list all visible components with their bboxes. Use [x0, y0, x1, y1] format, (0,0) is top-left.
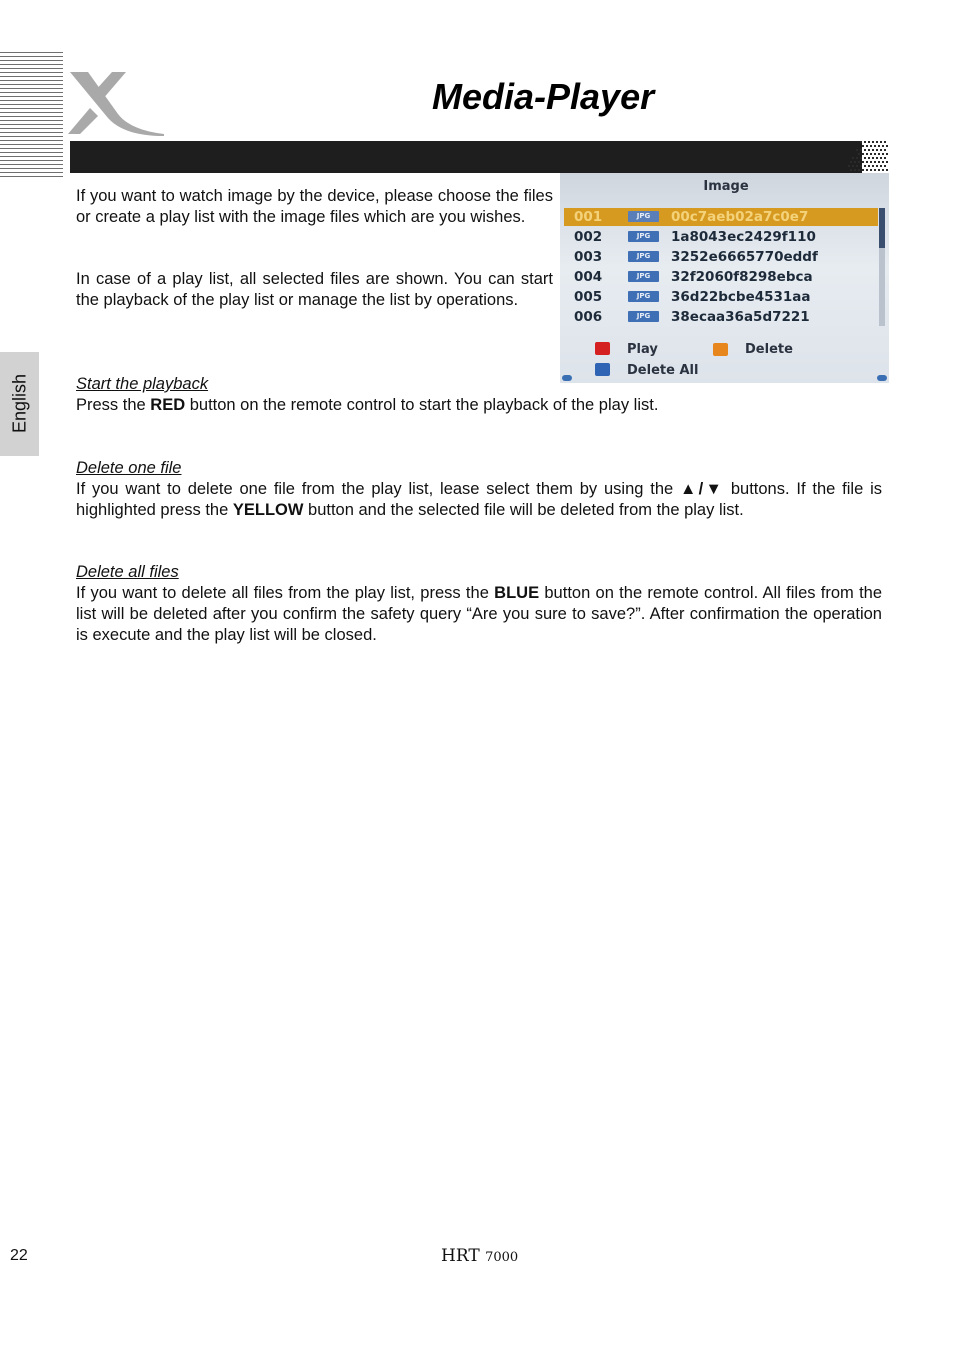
jpg-file-icon: JPG — [628, 291, 659, 302]
screenshot-scroll-thumb — [879, 208, 885, 248]
body-text: If you want to delete all files from the play list, press the — [76, 584, 495, 602]
yellow-button-term: YELLOW — [232, 501, 304, 519]
page-number: 22 — [10, 1247, 28, 1264]
decorative-stripes — [0, 52, 63, 180]
playlist-row — [564, 228, 878, 246]
row-filename: 00c7aeb02a7c0e7 — [671, 209, 809, 225]
language-tab-label: English — [9, 373, 30, 434]
row-number: 002 — [574, 229, 603, 245]
row-filename: 38ecaa36a5d7221 — [671, 309, 810, 325]
header-bar — [70, 141, 862, 173]
playlist-row — [564, 268, 878, 286]
model-number-text: 7000 — [485, 1250, 519, 1265]
body-text: buttons. If the file is highlighted press the — [76, 480, 882, 519]
row-filename: 1a8043ec2429f110 — [671, 229, 816, 245]
blue-button-term: BLUE — [494, 584, 540, 602]
play-key-label: Play — [627, 342, 658, 357]
body-text: button and the selected file will be deleted from the play list. — [303, 501, 744, 519]
intro-paragraph-2: In case of a play list, all selected files are shown. You can start the playback of the play list or manage the list by operations. — [76, 270, 553, 309]
jpg-file-icon: JPG — [628, 311, 659, 322]
model-name — [441, 1246, 518, 1266]
red-button-term: RED — [150, 396, 186, 414]
screenshot-title: Image — [703, 179, 749, 194]
delete-key-label: Delete — [745, 342, 793, 357]
header-dot-pattern — [848, 141, 890, 173]
row-number: 006 — [574, 309, 603, 325]
row-filename: 3252e6665770eddf — [671, 249, 818, 265]
intro-paragraph-1: If you want to watch image by the device, please choose the files or create a play list with the image files which are you wishes. — [76, 187, 553, 226]
jpg-file-icon: JPG — [628, 251, 659, 262]
playlist-row — [564, 208, 878, 226]
section-heading-start-playback: Start the playback — [76, 375, 209, 393]
body-text: button on the remote control to start the playback of the play list. — [185, 396, 659, 414]
corner-icon — [877, 375, 887, 381]
body-text: If you want to delete one file from the play list, lease select them by using the — [76, 480, 681, 498]
body-text: button on the remote control. All files from the list will be deleted after you confirm the safety query “Are you sure to save?”. After confirmation the operation is execute and the play list will be closed. — [76, 584, 883, 644]
section-body-start-playback — [76, 395, 882, 416]
media-player-screenshot — [560, 173, 889, 383]
brand-x-logo — [68, 70, 168, 136]
section-body-delete-one — [76, 479, 882, 521]
jpg-file-icon: JPG — [628, 271, 659, 282]
blue-key-icon — [595, 363, 610, 376]
jpg-file-icon: JPG — [628, 231, 659, 242]
row-filename: 32f2060f8298ebca — [671, 269, 813, 285]
playlist-row — [564, 308, 878, 326]
row-number: 003 — [574, 249, 603, 265]
corner-icon — [562, 375, 572, 381]
body-text: Press the — [76, 396, 151, 414]
jpg-file-icon: JPG — [628, 211, 659, 222]
arrow-buttons-term: ▲/▼ — [680, 480, 725, 498]
red-key-icon — [595, 342, 610, 355]
playlist-row — [564, 248, 878, 266]
row-filename: 36d22bcbe4531aa — [671, 289, 811, 305]
section-heading-delete-all: Delete all files — [76, 563, 179, 581]
delete-all-key-label: Delete All — [627, 363, 699, 378]
playlist-row — [564, 288, 878, 306]
row-number: 005 — [574, 289, 603, 305]
row-number: 001 — [574, 209, 603, 225]
row-number: 004 — [574, 269, 603, 285]
section-heading-delete-one: Delete one file — [76, 459, 182, 477]
section-body-delete-all — [76, 583, 882, 646]
page-title: Media-Player — [432, 76, 655, 117]
yellow-key-icon — [713, 343, 728, 356]
model-name-text: HRT — [441, 1246, 480, 1266]
